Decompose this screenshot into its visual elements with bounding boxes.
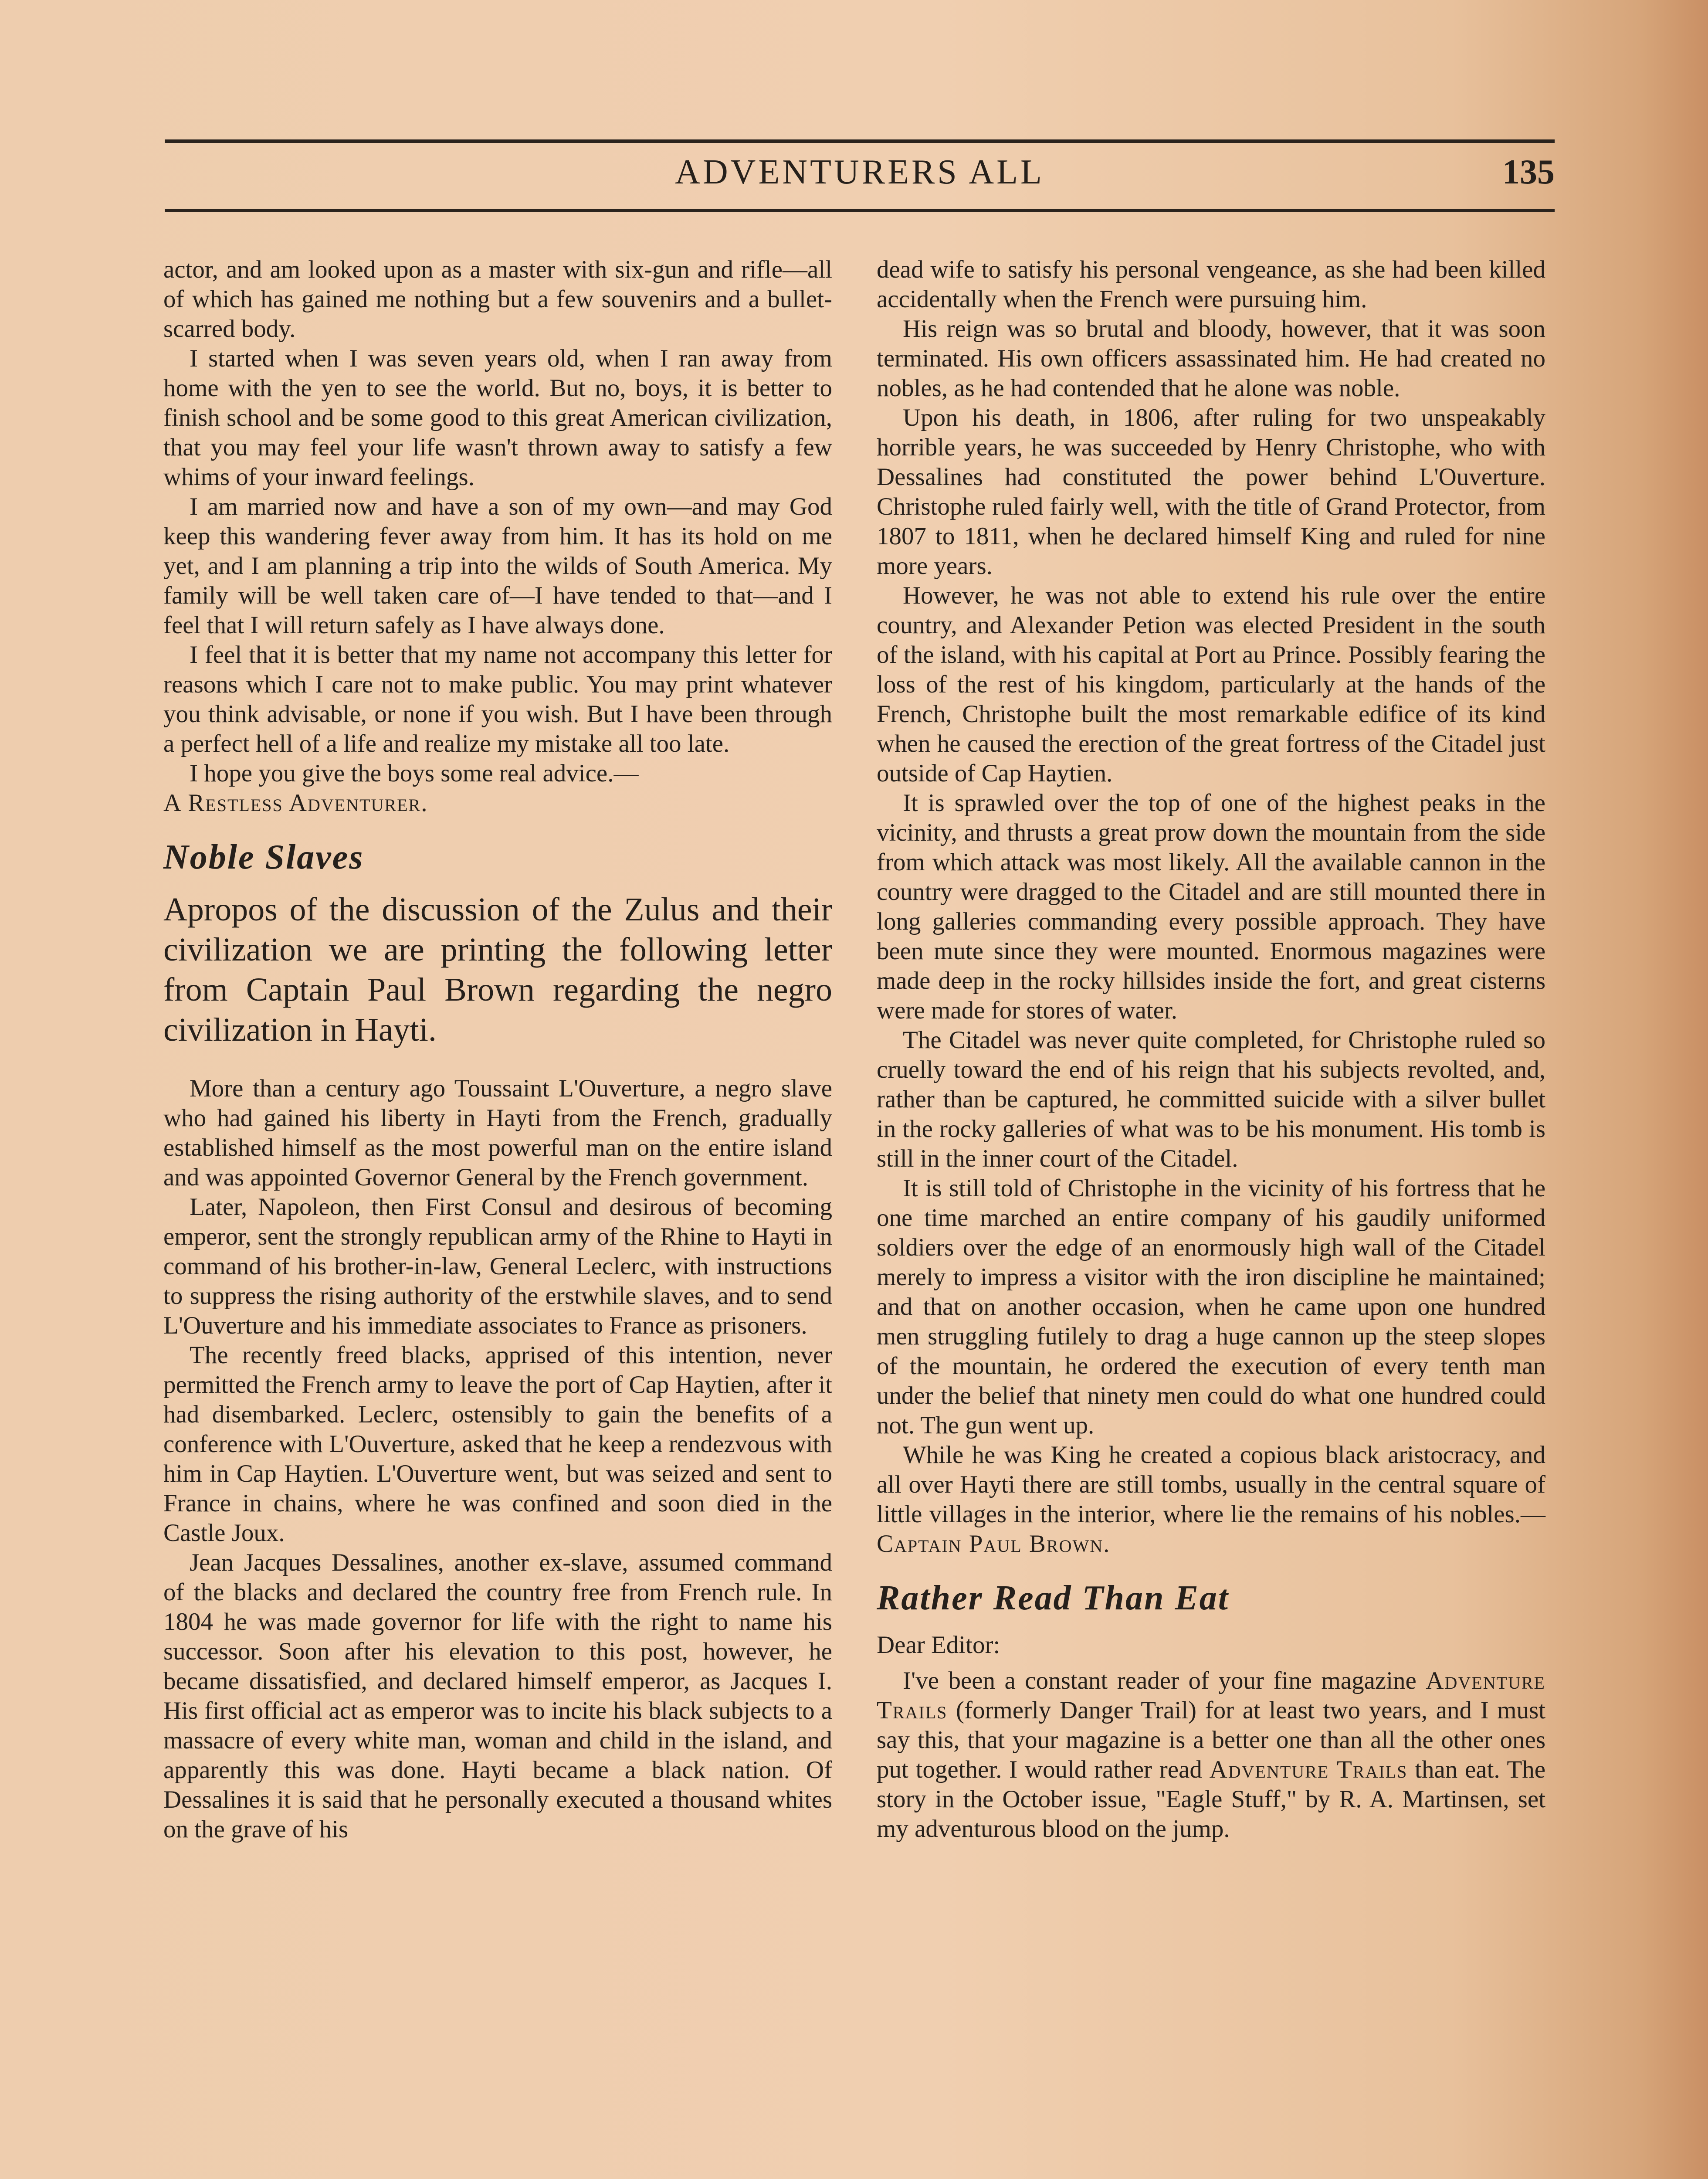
article-paragraph: The recently freed blacks, apprised of this intention, never permitted the French army to leave the port of Cap Haytien, after it had disembarked. Leclerc, ostensibly to gain the benefits of a conference with L'Ouverture, asked that he keep a rendezvous with him in Cap Haytien. L'Ouverture went, but was seized and sent to France in chains, where he was confined and soon died in the Castle Joux. — [163, 1341, 832, 1547]
letter-paragraph: I feel that it is better that my name not accompany this letter for reasons which I care not to make public. You may print whatever you think advisable, or none if you wish. But I have been through a perfect hell of a life and realize my mistake all too late. — [163, 641, 832, 757]
article-paragraph: More than a century ago Toussaint L'Ouverture, a negro slave who had gained his liberty in Hayti from the French, gradually established himself as the most powerful man on the entire island and was appointed Governor General by the French government. — [163, 1075, 832, 1191]
header-rule-bottom — [165, 209, 1555, 212]
letter-paragraph: I hope you give the boys some real advice.— — [190, 760, 639, 787]
page-number: 135 — [1502, 153, 1555, 191]
letter-salutation: Dear Editor: — [877, 1631, 1000, 1659]
left-column — [163, 255, 832, 1844]
header-rule — [165, 139, 1555, 143]
letter-text: (formerly Danger Trail) for at least two years, and I must say this, that your magazine is a better one than all the other ones put together. I would rather read — [877, 1697, 1545, 1783]
article-paragraph: Later, Napoleon, then First Consul and desirous of becoming emperor, sent the strongly republican army of the Rhine to Hayti in command of his brother-in-law, General Leclerc, with instructions to suppress the rising authority of the erstwhile slaves, and to send L'Ouverture and his immediate associates to France as prisoners. — [163, 1193, 832, 1339]
article-paragraph: His reign was so brutal and bloody, however, that it was soon terminated. His own officers assassinated him. He had created no nobles, as he had contended that he alone was noble. — [877, 315, 1545, 402]
magazine-name: Adventure Trails — [877, 1667, 1545, 1724]
letter-paragraph: I am married now and have a son of my own—and may God keep this wandering fever away from him. It has its hold on me yet, and I am planning a trip into the wilds of South America. My family will be well taken care of—I have tended to that—and I feel that I will return safely as I have always done. — [163, 493, 832, 639]
article-paragraph: It is still told of Christophe in the vicinity of his fortress that he one time marched an entire company of his gaudily uniformed soldiers over the edge of an enormously high wall of the Citadel merely to impress a visitor with the iron discipline he maintained; and that on another occasion, when he came upon one hundred men struggling futilely to drag a huge cannon up the steep slopes of the mountain, he ordered the execution of every tenth man under the belief that ninety men could do what one hundred could not. The gun went up. — [877, 1174, 1545, 1439]
article-paragraph: It is sprawled over the top of one of the highest peaks in the vicinity, and thrusts a great prow down the mountain from the side from which attack was most likely. All the available cannon in the country were dragged to the Citadel and are still mounted there in long galleries commanding every possible approach. They have been mute since they were mounted. Enormous magazines were made deep in the rocky hillsides inside the fort, and great cisterns were made for stores of water. — [877, 789, 1545, 1024]
magazine-name: Adventure Trails — [1209, 1756, 1408, 1783]
section-intro: Apropos of the discussion of the Zulus and their civilization we are printing the following letter from Captain Paul Brown regarding the negro civilization in Hayti. — [163, 891, 832, 1048]
right-column — [877, 255, 1545, 1844]
article-paragraph: dead wife to satisfy his personal vengeance, as she had been killed accidentally when the French were pursuing him. — [877, 256, 1545, 313]
section-title-noble-slaves: Noble Slaves — [163, 838, 364, 876]
article-paragraph: Upon his death, in 1806, after ruling for two unspeakably horrible years, he was succeeded by Henry Christophe, who with Dessalines had constituted the power behind L'Ouverture. Christophe ruled fairly well, with the title of Grand Protector, from 1807 to 1811, when he declared himself King and ruled for nine more years. — [877, 404, 1545, 580]
article-text: While he was King he created a copious black aristocracy, and all over Hayti there are still tombs, usually in the central square of little villages in the interior, where lie the remains of his nobles.— — [877, 1441, 1545, 1528]
letter-signature: A Restless Adventurer. — [163, 789, 428, 817]
letter-paragraph: I started when I was seven years old, when I ran away from home with the yen to see the world. But no, boys, it is better to finish school and be some good to this great American civilization, that you may feel your life wasn't thrown away to satisfy a few whims of your inward feelings. — [163, 345, 832, 491]
letter-paragraph — [877, 1666, 1545, 1844]
letter-paragraph: actor, and am looked upon as a master with six-gun and rifle—all of which has gained me nothing but a few souvenirs and a bullet-scarred body. — [163, 256, 832, 343]
letter-text: than eat. The story in the October issue, "Eagle Stuff," by R. A. Martinsen, set my adventurous blood on the jump. — [877, 1756, 1546, 1843]
letter-text: I've been a constant reader of your fine magazine — [903, 1667, 1426, 1694]
section-title-rather-read-than-eat: Rather Read Than Eat — [877, 1579, 1230, 1617]
running-header: ADVENTURERS ALL — [675, 153, 1044, 191]
article-signature: Captain Paul Brown. — [877, 1530, 1111, 1558]
article-paragraph — [877, 1440, 1545, 1559]
article-paragraph: The Citadel was never quite completed, for Christophe ruled so cruelly toward the end of his reign that his subjects revolted, and, rather than be captured, he committed suicide with a silver bullet in the rocky galleries of what was to be his monument. His tomb is still in the inner court of the Citadel. — [877, 1026, 1545, 1172]
article-paragraph: However, he was not able to extend his rule over the entire country, and Alexander Petion was elected President in the south of the island, with his capital at Port au Prince. Possibly fearing the loss of the rest of his kingdom, particularly at the hands of the French, Christophe built the most remarkable edifice of its kind when he caused the erection of the great fortress of the Citadel just outside of Cap Haytien. — [877, 582, 1545, 787]
article-paragraph: Jean Jacques Dessalines, another ex-slave, assumed command of the blacks and declared the country free from French rule. In 1804 he was made governor for life with the right to name his successor. Soon after his elevation to this post, however, he became dissatisfied, and declared himself emperor, as Jacques I. His first official act as emperor was to incite his black subjects to a massacre of every white man, woman and child in the island, and apparently this was done. Hayti became a black nation. Of Dessalines it is said that he personally executed a thousand whites on the grave of his — [163, 1549, 832, 1843]
